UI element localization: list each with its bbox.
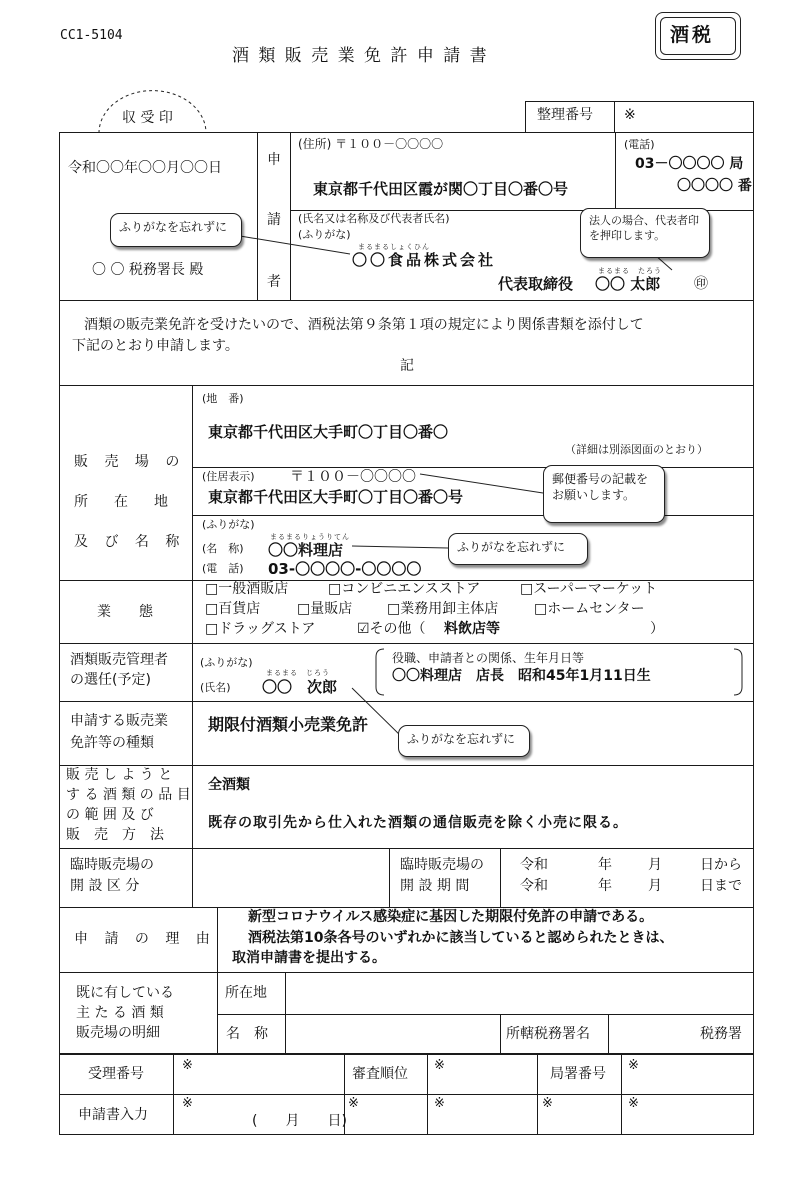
existing-label-3: 販売場の明細: [76, 1025, 160, 1041]
store-furigana-label: (ふりがな): [202, 518, 255, 531]
applicant-char-3: 者: [267, 274, 281, 290]
reason-line-3[interactable]: 取消申請書を提出する。: [232, 950, 386, 966]
furigana-label: (ふりがな): [298, 228, 351, 241]
representative-title[interactable]: 代表取締役: [498, 275, 574, 293]
declaration-line-2: 下記のとおり申請します。: [72, 338, 239, 354]
receipt-stamp-label: 収 受 印: [122, 110, 173, 126]
biz-option-general[interactable]: □一般酒販店: [205, 581, 289, 597]
office-number-label: 局署番号: [550, 1066, 606, 1082]
callout-furigana-applicant: [110, 213, 242, 247]
temporary-label-2: 開 設 区 分: [70, 878, 140, 894]
review-order-label: 審査順位: [352, 1066, 408, 1082]
sales-location-label-3: 及 び 名 称: [74, 534, 186, 550]
input-mark-2[interactable]: ※: [348, 1096, 359, 1111]
items-label-2: す る 酒 類 の 品 目: [66, 787, 191, 803]
chiban-value[interactable]: 東京都千代田区大手町〇丁目〇番〇: [208, 423, 449, 441]
review-order-mark[interactable]: ※: [434, 1058, 445, 1073]
period-end-year: 年: [598, 878, 612, 894]
items-label-3: の 範 囲 及 び: [66, 807, 154, 823]
ki-label: 記: [400, 358, 414, 374]
existing-label-2: 主 た る 酒 類: [76, 1005, 164, 1021]
manager-furigana-label: (ふりがな): [200, 656, 253, 669]
store-phone-label: (電 話): [202, 562, 244, 575]
form-code: CC1-5104: [60, 28, 123, 43]
seiri-value[interactable]: ※: [624, 107, 636, 123]
store-phone-value[interactable]: 03-〇〇〇〇-〇〇〇〇: [268, 560, 422, 578]
manager-role-value[interactable]: 〇〇料理店 店長 昭和45年1月11日生: [392, 668, 651, 684]
input-mark[interactable]: ※: [182, 1096, 193, 1111]
callout-furigana-manager: [398, 725, 530, 757]
residence-value[interactable]: 東京都千代田区大手町〇丁目〇番〇号: [208, 488, 464, 506]
representative-name[interactable]: 〇〇 太郎: [595, 275, 661, 293]
application-date[interactable]: 令和〇〇年〇〇月〇〇日: [68, 160, 222, 176]
period-end-month: 月: [648, 878, 662, 894]
store-name-value[interactable]: 〇〇料理店: [268, 541, 344, 559]
license-type-label-1: 申請する販売業: [70, 713, 168, 729]
biz-option-wholesale[interactable]: □業務用卸主体店: [387, 601, 499, 617]
phone-line-1[interactable]: 03－〇〇〇〇 局: [635, 156, 744, 172]
manager-name-label: (氏名): [200, 681, 231, 694]
input-mark-4[interactable]: ※: [542, 1096, 553, 1111]
store-name-label: (名 称): [202, 542, 244, 555]
callout-corporate-seal: [580, 208, 710, 258]
biz-option-convenience[interactable]: □コンビニエンスストア: [328, 581, 481, 597]
callout-corporate-seal-text: 法人の場合、代表者印を押印します。: [589, 214, 699, 242]
items-value-1[interactable]: 全酒類: [208, 777, 250, 793]
sales-location-label-1: 販 売 場 の: [74, 454, 186, 470]
callout-furigana-store: [448, 533, 588, 565]
reason-label: 申 請 の 理 由: [74, 931, 216, 947]
applicant-char-1: 申: [267, 152, 281, 168]
company-ruby: まるまるしょくひん: [358, 243, 430, 251]
declaration-line-1: 酒類の販売業免許を受けたいので、酒税法第９条第１項の規定により関係書類を添付して: [84, 317, 644, 333]
applicant-address[interactable]: 東京都千代田区霞が関〇丁目〇番〇号: [313, 180, 569, 198]
company-name[interactable]: 〇〇食品株式会社: [352, 251, 497, 269]
residence-label: (住居表示): [202, 470, 255, 483]
existing-location-label: 所在地: [225, 985, 267, 1001]
receipt-number-mark[interactable]: ※: [182, 1058, 193, 1073]
biz-option-other[interactable]: ☑その他（: [357, 621, 426, 637]
name-label: (氏名又は名称及び代表者氏名): [298, 212, 450, 225]
business-type-label: 業 態: [97, 604, 153, 620]
reason-line-2[interactable]: 酒税法第10条各号のいずれかに該当していると認められたときは、: [248, 930, 674, 946]
items-label-4: 販 売 方 法: [66, 827, 164, 843]
manager-role-label: 役職、申請者との関係、生年月日等: [392, 651, 585, 665]
input-mark-3[interactable]: ※: [434, 1096, 445, 1111]
manager-label-1: 酒類販売管理者: [70, 652, 168, 668]
address-label: (住所) 〒１００－〇〇〇〇: [298, 137, 444, 151]
callout-furigana-applicant-text: ふりがなを忘れずに: [119, 220, 228, 234]
period-end-era: 令和: [520, 878, 548, 894]
seiri-label: 整理番号: [537, 107, 593, 123]
biz-option-department[interactable]: □百貨店: [205, 601, 261, 617]
biz-option-supermarket[interactable]: □スーパーマーケット: [520, 581, 658, 597]
biz-option-drugstore[interactable]: □ドラッグストア: [205, 621, 316, 637]
manager-label-2: の選任(予定): [70, 672, 151, 688]
items-label-1: 販 売 し よ う と: [66, 767, 173, 783]
manager-name-value[interactable]: 〇〇 次郎: [262, 678, 338, 696]
callout-furigana-store-text: ふりがなを忘れずに: [457, 540, 566, 554]
residence-postal[interactable]: 〒１００－〇〇〇〇: [290, 469, 416, 485]
period-end-day: 日まで: [700, 878, 742, 894]
period-start-month: 月: [648, 857, 662, 873]
callout-postal-code: [543, 465, 665, 523]
phone-line-2[interactable]: 〇〇〇〇 番: [677, 178, 752, 194]
form-title: 酒 類 販 売 業 免 許 申 請 書: [232, 46, 489, 66]
seal-mark: ㊞: [694, 276, 708, 292]
manager-name-ruby: まるまる じろう: [266, 669, 330, 677]
existing-name-label: 名 称: [226, 1026, 268, 1042]
biz-other-close: ）: [650, 621, 664, 637]
input-label: 申請書入力: [78, 1107, 148, 1123]
license-type-label-2: 免許等の種類: [70, 735, 154, 751]
callout-furigana-manager-text: ふりがなを忘れずに: [407, 732, 516, 746]
period-label-2: 開 設 期 間: [400, 878, 470, 894]
receipt-number-label: 受理番号: [88, 1066, 144, 1082]
phone-label: (電話): [624, 138, 655, 151]
applicant-char-2: 請: [267, 212, 281, 228]
items-value-2[interactable]: 既存の取引先から仕入れた酒類の通信販売を除く小売に限る。: [208, 815, 628, 831]
tax-office-addressee: 〇 〇 税務署長 殿: [92, 262, 204, 278]
existing-office-suffix: 税務署: [700, 1026, 742, 1042]
period-start-era: 令和: [520, 857, 548, 873]
existing-office-label: 所轄税務署名: [506, 1026, 590, 1042]
biz-other-value[interactable]: 料飲店等: [444, 621, 500, 637]
callout-postal-code-text: 郵便番号の記載をお願いします。: [552, 472, 649, 503]
store-name-ruby: まるまるりょうりてん: [270, 533, 350, 541]
biz-option-homecenter[interactable]: □ホームセンター: [534, 601, 645, 617]
sales-location-label-2: 所 在 地: [74, 494, 174, 510]
license-type-value[interactable]: 期限付酒類小売業免許: [208, 715, 369, 734]
period-start-day: 日から: [700, 857, 742, 873]
chiban-note: （詳細は別添図面のとおり）: [565, 443, 708, 456]
representative-ruby: まるまる たろう: [598, 267, 662, 275]
period-start-year: 年: [598, 857, 612, 873]
tax-label: 酒税: [670, 24, 715, 46]
temporary-label-1: 臨時販売場の: [70, 857, 154, 873]
office-number-mark[interactable]: ※: [628, 1058, 639, 1073]
biz-option-mass[interactable]: □量販店: [297, 601, 353, 617]
period-label-1: 臨時販売場の: [400, 857, 484, 873]
existing-label-1: 既に有している: [76, 985, 174, 1001]
input-mark-5[interactable]: ※: [628, 1096, 639, 1111]
chiban-label: (地 番): [202, 392, 244, 405]
input-date: ( 月 日): [252, 1113, 347, 1129]
reason-line-1[interactable]: 新型コロナウイルス感染症に基因した期限付免許の申請である。: [248, 909, 654, 925]
